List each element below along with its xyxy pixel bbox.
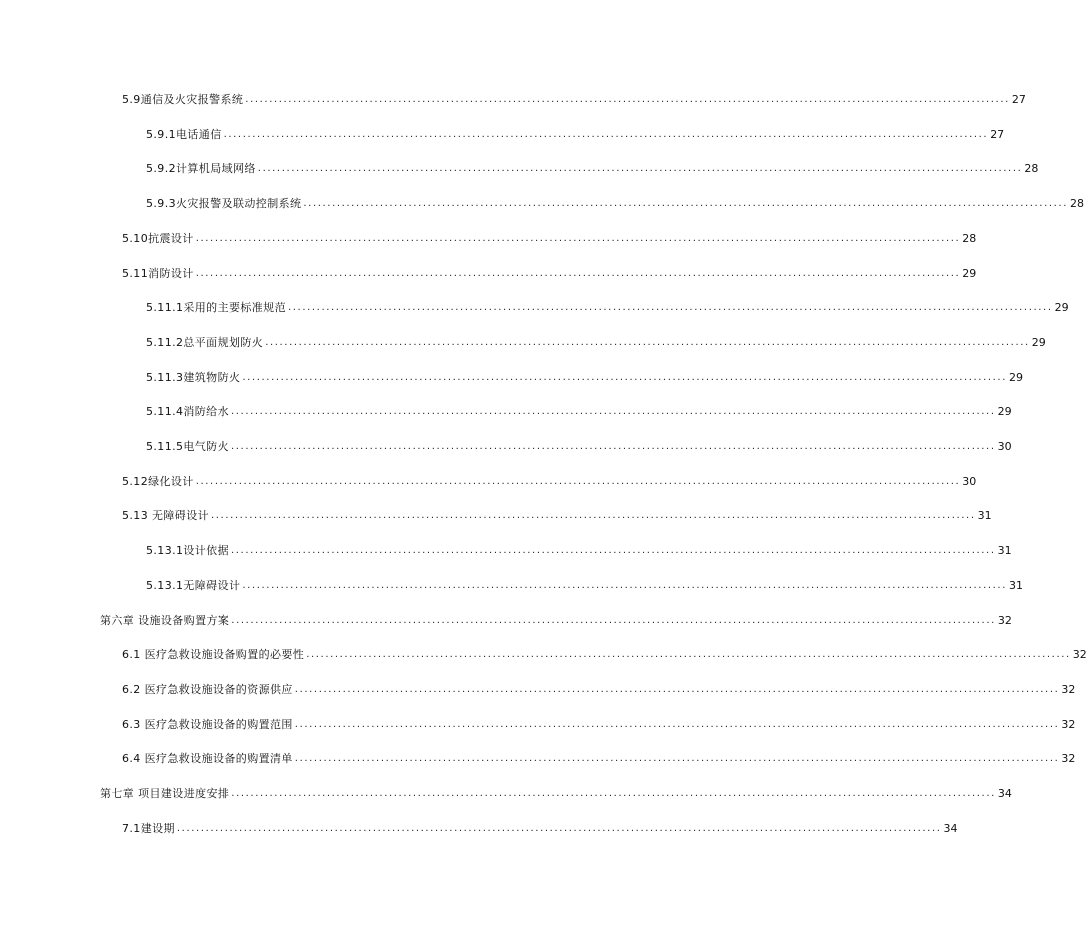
toc-entry-page: 27: [990, 127, 1005, 141]
toc-entry-page: 28: [1024, 162, 1039, 176]
toc-leader-dots: ................................................................................................................................................................: [231, 406, 996, 418]
toc-entry-page: 32: [997, 613, 1012, 627]
toc-leader-dots: ................................................................................................................................................................: [242, 579, 1007, 591]
toc-leader-dots: ................................................................................................................................................................: [257, 163, 1023, 175]
toc-entry-page: 31: [997, 544, 1012, 558]
toc-entry-title: 5.9.3火灾报警及联动控制系统: [146, 197, 302, 211]
toc-entry-page: 34: [997, 787, 1012, 800]
toc-leader-dots: ................................................................................................................................................................: [211, 510, 976, 522]
toc-entry[interactable]: [146, 158, 1039, 176]
toc-leader-dots: ................................................................................................................................................................: [176, 822, 942, 834]
toc-entry-title: 7.1建设期: [122, 821, 175, 835]
toc-entry-page: 27: [1011, 93, 1026, 106]
toc-entry[interactable]: [100, 610, 1012, 628]
toc-entry-page: 31: [977, 509, 992, 523]
toc-entry[interactable]: [122, 263, 977, 281]
toc-entry[interactable]: [122, 714, 1076, 732]
toc-entry-title: 5.12绿化设计: [122, 474, 194, 488]
toc-entry-title: 5.11.2总平面规划防火: [146, 335, 264, 349]
toc-entry-title: 6.3 医疗急救设施设备的购置范围: [122, 717, 293, 731]
toc-entry-title: 5.13.1设计依据: [146, 544, 229, 558]
toc-entry-title: 5.10抗震设计: [122, 231, 194, 245]
toc-entry[interactable]: [146, 575, 1023, 593]
toc-entry-title: 5.11.4消防给水: [146, 405, 229, 419]
toc-entry-title: 第七章 项目建设进度安排: [100, 787, 230, 800]
toc-entry-page: 32: [1072, 648, 1087, 662]
toc-leader-dots: ................................................................................................................................................................: [195, 475, 961, 487]
toc-entry-title: 5.9.2计算机局域网络: [146, 162, 256, 176]
toc-leader-dots: ................................................................................................................................................................: [223, 128, 989, 140]
toc-entry[interactable]: [146, 436, 1012, 454]
toc-leader-dots: ................................................................................................................................................................: [195, 232, 961, 244]
toc-entry-title: 5.13 无障碍设计: [122, 509, 209, 523]
toc-leader-dots: ................................................................................................................................................................: [231, 545, 996, 557]
toc-entry-page: 29: [1054, 301, 1069, 315]
toc-entry[interactable]: [146, 540, 1012, 558]
toc-entry-page: 28: [962, 231, 977, 245]
toc-entry-page: 29: [997, 405, 1012, 419]
toc-leader-dots: ................................................................................................................................................................: [303, 198, 1068, 210]
toc-entry-page: 29: [962, 266, 977, 280]
toc-entry[interactable]: [122, 505, 992, 523]
toc-leader-dots: ................................................................................................................................................................: [265, 336, 1030, 348]
toc-leader-dots: ................................................................................................................................................................: [195, 267, 961, 279]
toc-entry-page: 30: [962, 474, 977, 488]
toc-entry[interactable]: [122, 679, 1076, 697]
toc-entry-title: 5.13.1无障碍设计: [146, 578, 241, 592]
toc-entry[interactable]: [122, 89, 1026, 107]
toc-leader-dots: ................................................................................................................................................................: [306, 649, 1071, 661]
toc-entry-title: 5.9通信及火灾报警系统: [122, 93, 244, 106]
toc-leader-dots: ................................................................................................................................................................: [245, 94, 1010, 105]
toc-entry[interactable]: [100, 783, 1012, 801]
toc-entry-page: 31: [1008, 578, 1023, 592]
toc-entry-title: 6.4 医疗急救设施设备的购置清单: [122, 752, 293, 766]
toc-entry[interactable]: [146, 297, 1069, 315]
toc-entry[interactable]: [122, 228, 977, 246]
toc-leader-dots: ................................................................................................................................................................: [288, 302, 1053, 314]
toc-leader-dots: ................................................................................................................................................................: [242, 371, 1007, 383]
toc-entry-page: 32: [1061, 682, 1076, 696]
toc-leader-dots: ................................................................................................................................................................: [231, 441, 996, 452]
toc-entry[interactable]: [122, 471, 977, 489]
toc-entry-title: 5.11.1采用的主要标准规范: [146, 301, 286, 315]
toc-entry-page: 34: [943, 821, 958, 835]
toc-entry-title: 5.11.3建筑物防火: [146, 370, 241, 384]
toc-entry[interactable]: [122, 748, 1076, 766]
toc-entry-page: 29: [1008, 370, 1023, 384]
toc-leader-dots: ................................................................................................................................................................: [294, 683, 1060, 695]
toc-entry[interactable]: [146, 401, 1012, 419]
toc-entry-page: 30: [997, 440, 1012, 453]
toc-entry-page: 32: [1061, 717, 1076, 731]
toc-entry-title: 5.11消防设计: [122, 266, 194, 280]
toc-entry-title: 6.2 医疗急救设施设备的资源供应: [122, 682, 293, 696]
toc-leader-dots: ................................................................................................................................................................: [294, 718, 1060, 730]
toc-entry[interactable]: [146, 367, 1023, 385]
toc-entry[interactable]: [146, 332, 1046, 350]
toc-entry[interactable]: [146, 124, 1005, 142]
toc-leader-dots: ................................................................................................................................................................: [231, 788, 996, 799]
toc-leader-dots: ................................................................................................................................................................: [294, 753, 1060, 765]
toc-entry-page: 32: [1061, 752, 1076, 766]
toc-entry-title: 5.11.5电气防火: [146, 440, 229, 453]
toc-entry-page: 29: [1031, 335, 1046, 349]
toc-leader-dots: ................................................................................................................................................................: [231, 614, 996, 626]
toc-entry[interactable]: [146, 193, 1084, 211]
toc-entry[interactable]: [122, 644, 1087, 662]
toc-entry-title: 6.1 医疗急救设施设备购置的必要性: [122, 648, 305, 662]
toc-entry-title: 5.9.1电话通信: [146, 127, 222, 141]
toc-entry[interactable]: [122, 818, 958, 836]
toc-entry-page: 28: [1069, 197, 1084, 211]
toc-entry-title: 第六章 设施设备购置方案: [100, 613, 230, 627]
